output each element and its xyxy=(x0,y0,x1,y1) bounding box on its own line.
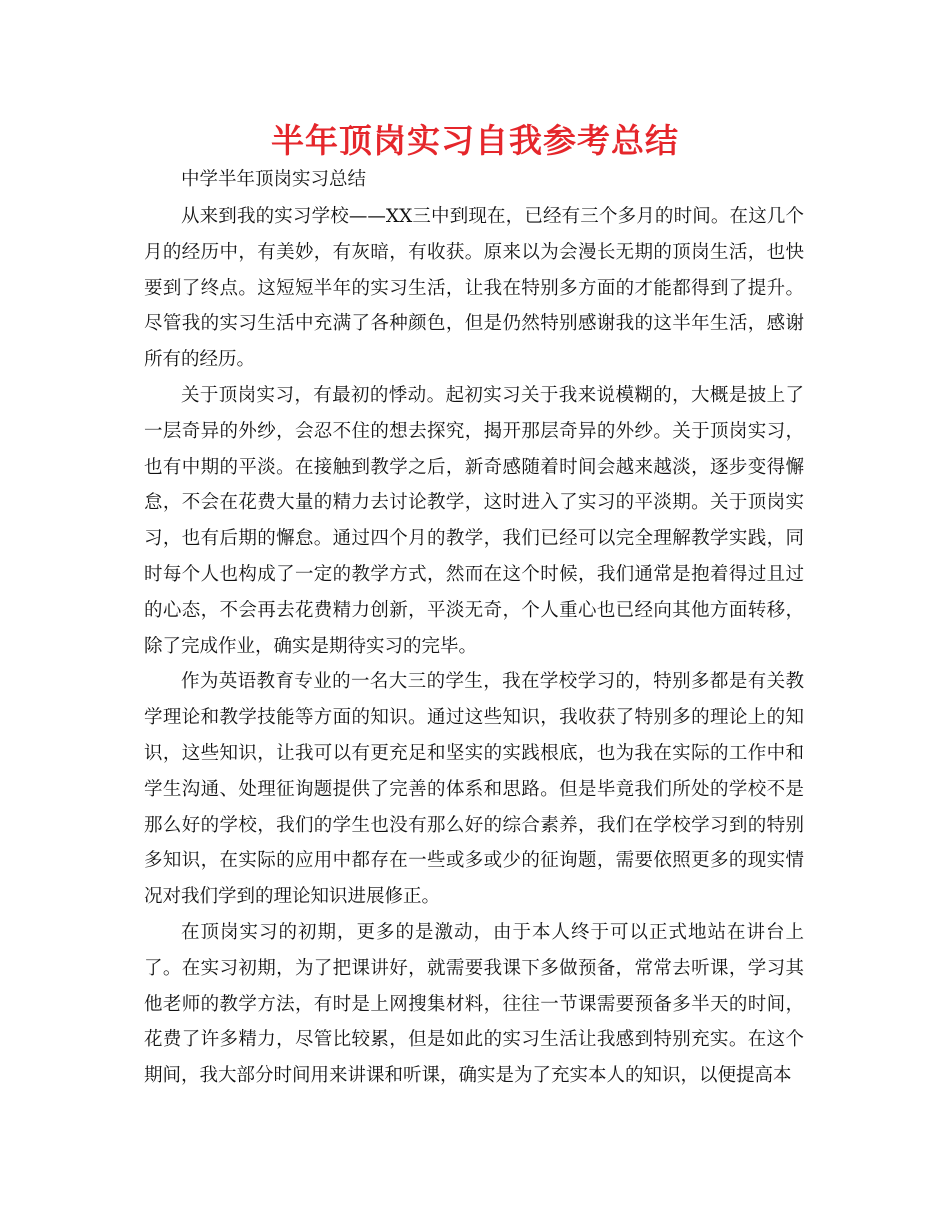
paragraph: 关于顶岗实习，有最初的悸动。起初实习关于我来说模糊的，大概是披上了一层奇异的外纱，会忍不住的想去探究，揭开那层奇异的外纱。关于顶岗实习，也有中期的平淡。在接触到教学之后，新奇感随着时间会越来越淡，逐步变得懈怠，不会在花费大量的精力去讨论教学，这时进入了实习的平淡期。关于顶岗实习，也有后期的懈怠。通过四个月的教学，我们已经可以完全理解教学实践，同时每个人也构成了一定的教学方式，然而在这个时候，我们通常是抱着得过且过的心态，不会再去花费精力创新，平淡无奇，个人重心也已经向其他方面转移，除了完成作业，确实是期待实习的完毕。 xyxy=(144,384,804,657)
document-subtitle: 中学半年顶岗实习总结 xyxy=(181,169,367,190)
document-title: 半年顶岗实习自我参考总结 xyxy=(271,121,679,160)
paragraph: 在顶岗实习的初期，更多的是激动，由于本人终于可以正式地站在讲台上了。在实习初期，为了把课讲好，就需要我课下多做预备，常常去听课，学习其他老师的教学方法，有时是上网搜集材料，往往一节课需要预备多半天的时间，花费了许多精力，尽管比较累，但是如此的实习生活让我感到特别充实。在这个期间，我大部分时间用来讲课和听课，确实是为了充实本人的知识，以便提高本 xyxy=(144,921,804,1087)
paragraph: 从来到我的实习学校——XX三中到现在，已经有三个多月的时间。在这几个月的经历中，有美妙，有灰暗，有收获。原来以为会漫长无期的顶岗生活，也快要到了终点。这短短半年的实习生活，让我在特别多方面的才能都得到了提升。尽管我的实习生活中充满了各种颜色，但是仍然特别感谢我的这半年生活，感谢所有的经历。 xyxy=(144,206,804,371)
document-body xyxy=(144,199,804,1094)
paragraph: 作为英语教育专业的一名大三的学生，我在学校学习的，特别多都是有关教学理论和教学技能等方面的知识。通过这些知识，我收获了特别多的理论上的知识，这些知识，让我可以有更充足和坚实的实践根底，也为我在实际的工作中和学生沟通、处理征询题提供了完善的体系和思路。但是毕竟我们所处的学校不是那么好的学校，我们的学生也没有那么好的综合素养，我们在学校学习到的特别多知识，在实际的应用中都存在一些或多或少的征询题，需要依照更多的现实情况对我们学到的理论知识进展修正。 xyxy=(144,671,804,908)
